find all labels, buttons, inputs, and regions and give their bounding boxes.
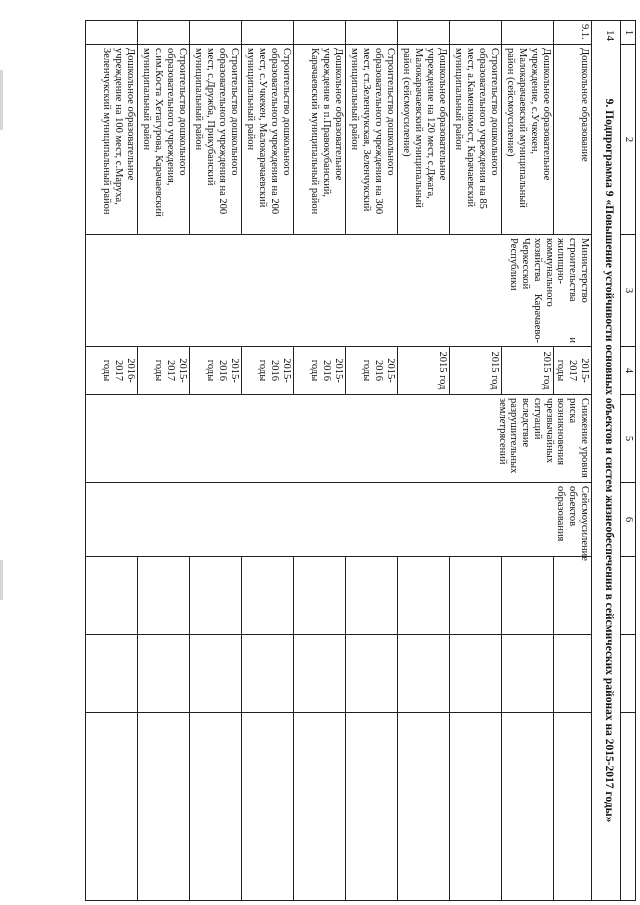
empty-cell <box>137 21 189 45</box>
empty-cell <box>501 635 553 713</box>
empty-cell <box>85 21 137 45</box>
empty-cell <box>397 713 449 901</box>
empty-cell <box>397 557 449 635</box>
empty-cell <box>189 557 241 635</box>
empty-cell <box>345 21 397 45</box>
empty-cell <box>189 635 241 713</box>
subprogram-title: 9. Подпрограмма 9 «Повышение устойчивости основных объектов и систем жизнеобеспечения в сейсмических районах на 2015-2017 годы» <box>592 21 621 901</box>
object-period: 2015 год <box>449 347 501 395</box>
empty-cell <box>345 713 397 901</box>
object-period: 2015-2016 годы <box>241 347 293 395</box>
subprogram-title-row <box>592 21 621 901</box>
empty-cell <box>293 21 345 45</box>
empty-cell <box>241 21 293 45</box>
scan-edge-mark-2 <box>0 560 3 600</box>
column-number: 5 <box>621 395 636 483</box>
empty-cell <box>553 713 591 901</box>
object-name: Строительство дошкольного образовательного учреждения на 85 мест, а.Каменномост, Карачаевский муниципальный район <box>449 45 501 235</box>
empty-cell <box>293 635 345 713</box>
object-period: 2016-2017 годы <box>85 347 137 395</box>
empty-cell <box>501 21 553 45</box>
empty-cell <box>137 635 189 713</box>
section-row <box>553 21 591 901</box>
empty-cell <box>553 557 591 635</box>
empty-cell <box>137 713 189 901</box>
object-name: Дошкольное образовательное учреждение в п.Правокубанский, Карачаевский муниципальный район <box>293 45 345 235</box>
empty-cell <box>293 557 345 635</box>
column-number: 3 <box>621 235 636 347</box>
empty-cell <box>85 557 137 635</box>
target-indicator: Сейсмоусиление объектов образования <box>85 483 591 557</box>
object-period: 2015 год <box>501 347 553 395</box>
empty-cell <box>501 557 553 635</box>
subprogram-table <box>85 20 636 901</box>
empty-cell <box>241 713 293 901</box>
responsible-executor: Министерство строительства и жилищно-коммунального хозяйства Карачаево-Черкесской Республики <box>85 235 591 347</box>
column-empty <box>621 635 636 713</box>
object-period: 2015 год <box>397 347 449 395</box>
object-name: Дошкольное образовательное учреждение на 100 мест, с.Маруха, Зеленчукский муниципальный район <box>85 45 137 235</box>
document-sheet <box>101 20 636 900</box>
column-empty <box>621 713 636 901</box>
empty-cell <box>397 21 449 45</box>
object-name: Строительство дошкольного образовательного учреждения на 300 мест, ст.Зеленчукская, Зеленчукский муниципальный район <box>345 45 397 235</box>
object-period: 2015-2016 годы <box>189 347 241 395</box>
column-number: 4 <box>621 347 636 395</box>
section-name: Дошкольное образование <box>553 45 591 235</box>
object-name: Дошкольное образовательное учреждение, с.Учкекен, Малокарачаевский муниципальный район (сейсмоусиление) <box>501 45 553 235</box>
column-number: 1 <box>621 21 636 45</box>
empty-cell <box>449 21 501 45</box>
empty-cell <box>397 635 449 713</box>
column-number-row <box>621 21 636 901</box>
object-period: 2015-2016 годы <box>293 347 345 395</box>
empty-cell <box>449 635 501 713</box>
object-name: Строительство дошкольного образовательного учреждения, с.им.Коста Хетагурова, Карачаевский муниципальный район <box>137 45 189 235</box>
empty-cell <box>189 713 241 901</box>
empty-cell <box>85 713 137 901</box>
object-name: Дошкольное образовательное учреждение на 120 мест, с.Джага, Малокарачаевский муниципальный район (сейсмоусиление) <box>397 45 449 235</box>
object-period: 2015-2016 годы <box>345 347 397 395</box>
empty-cell <box>137 557 189 635</box>
empty-cell <box>241 557 293 635</box>
empty-cell <box>553 635 591 713</box>
column-number: 2 <box>621 45 636 235</box>
object-name: Строительство дошкольного образовательного учреждения на 200 мест, с.Учкекен, Малокарачаевский муниципальный район <box>241 45 293 235</box>
column-number: 6 <box>621 483 636 557</box>
section-number: 9.1. <box>553 21 591 45</box>
empty-cell <box>449 713 501 901</box>
empty-cell <box>189 21 241 45</box>
scan-edge-mark-1 <box>0 70 3 130</box>
section-period: 2015-2017 годы <box>553 347 591 395</box>
column-empty <box>621 557 636 635</box>
empty-cell <box>501 713 553 901</box>
empty-cell <box>345 557 397 635</box>
object-period: 2015-2017 годы <box>137 347 189 395</box>
empty-cell <box>293 713 345 901</box>
empty-cell <box>449 557 501 635</box>
object-name: Строительство дошкольного образовательного учреждения на 200 мест, с.Дружба, Прикубанский муниципальный район <box>189 45 241 235</box>
page-number: 14 <box>604 30 616 41</box>
empty-cell <box>241 635 293 713</box>
expected-result: Снижение уровня риска возникновения чрезвычайных ситуаций вследствие разрушительных землетрясений <box>85 395 591 483</box>
empty-cell <box>345 635 397 713</box>
empty-cell <box>85 635 137 713</box>
